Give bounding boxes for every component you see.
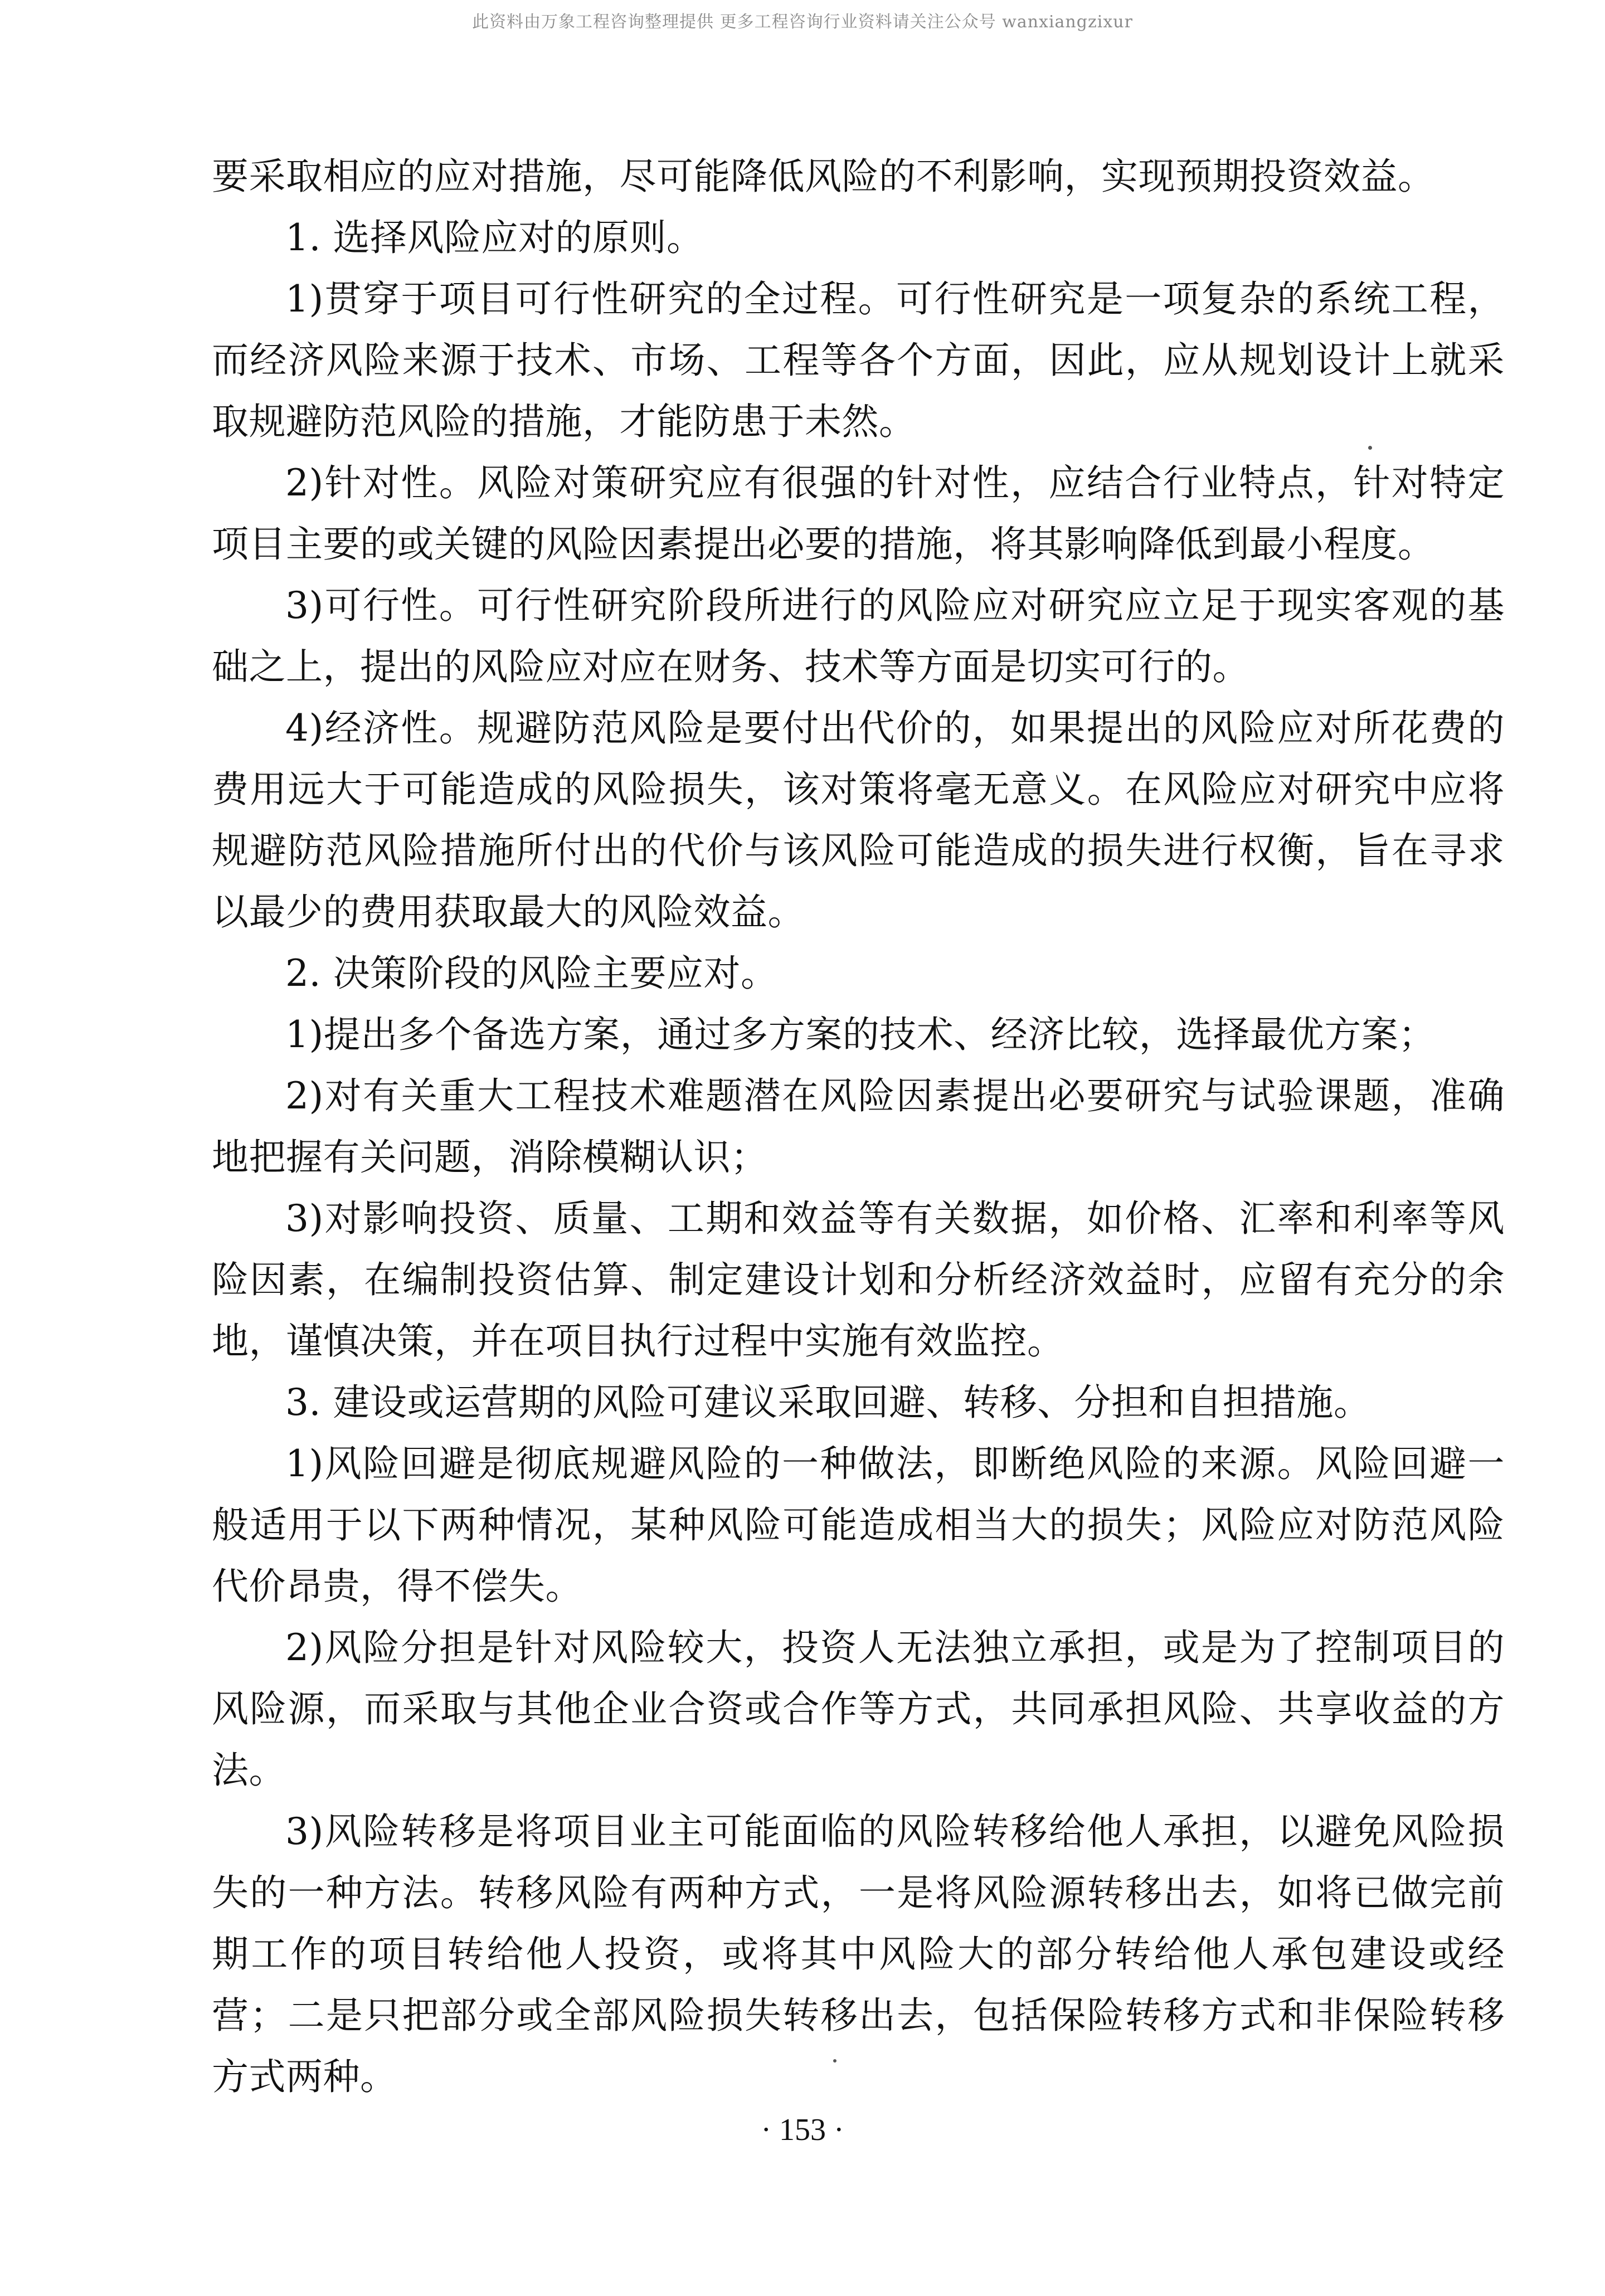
watermark-header: 此资料由万象工程咨询整理提供 更多工程咨询行业资料请关注公众号 wanxiangzixur [472,12,1133,32]
paragraph: 1)贯穿于项目可行性研究的全过程。可行性研究是一项复杂的系统工程，而经济风险来源于技术、市场、工程等各个方面，因此，应从规划设计上就采取规避防范风险的措施，才能防患于未然。 [212,278,1505,443]
paragraph-continuation: 要采取相应的应对措施，尽可能降低风险的不利影响，实现预期投资效益。 [212,155,1435,198]
document-body [212,146,1505,2108]
paragraph: 3)对影响投资、质量、工期和效益等有关数据，如价格、汇率和利率等风险因素，在编制投资估算、制定建设计划和分析经济效益时，应留有充分的余地，谨慎决策，并在项目执行过程中实施有效监控。 [212,1197,1505,1363]
scan-speck [1368,446,1372,450]
scan-speck [833,2059,836,2062]
paragraph: 1)风险回避是彻底规避风险的一种做法，即断绝风险的来源。风险回避一般适用于以下两种情况，某种风险可能造成相当大的损失；风险应对防范风险代价昂贵，得不偿失。 [212,1442,1505,1608]
section-heading-1: 1. 选择风险应对的原则。 [285,216,704,259]
paragraph: 3)风险转移是将项目业主可能面临的风险转移给他人承担，以避免风险损失的一种方法。转移风险有两种方式，一是将风险源转移出去，如将已做完前期工作的项目转给他人投资，或将其中风险大的部分转给他人承包建设或经营；二是只把部分或全部风险损失转移出去，包括保险转移方式和非保险转移方式两种。 [212,1810,1505,2098]
paragraph: 2)对有关重大工程技术难题潜在风险因素提出必要研究与试验课题，准确地把握有关问题，消除模糊认识； [212,1074,1505,1179]
paragraph: 2)针对性。风险对策研究应有很强的针对性，应结合行业特点，针对特定项目主要的或关键的风险因素提出必要的措施，将其影响降低到最小程度。 [212,461,1505,566]
paragraph: 4)经济性。规避防范风险是要付出代价的，如果提出的风险应对所花费的费用远大于可能造成的风险损失，该对策将毫无意义。在风险应对研究中应将规避防范风险措施所付出的代价与该风险可能造成的损失进行权衡，旨在寻求以最少的费用获取最大的风险效益。 [212,707,1505,933]
paragraph: 2)风险分担是针对风险较大，投资人无法独立承担，或是为了控制项目的风险源，而采取与其他企业合资或合作等方式，共同承担风险、共享收益的方法。 [212,1626,1505,1792]
section-heading-2: 2. 决策阶段的风险主要应对。 [285,952,778,995]
section-heading-3: 3. 建设或运营期的风险可建议采取回避、转移、分担和自担措施。 [285,1381,1371,1424]
paragraph: 3)可行性。可行性研究阶段所进行的风险应对研究应立足于现实客观的基础之上，提出的风险应对应在财务、技术等方面是切实可行的。 [212,584,1505,688]
paragraph: 1)提出多个备选方案，通过多方案的技术、经济比较，选择最优方案； [285,1013,1436,1056]
page-number: · 153 · [761,2113,844,2147]
